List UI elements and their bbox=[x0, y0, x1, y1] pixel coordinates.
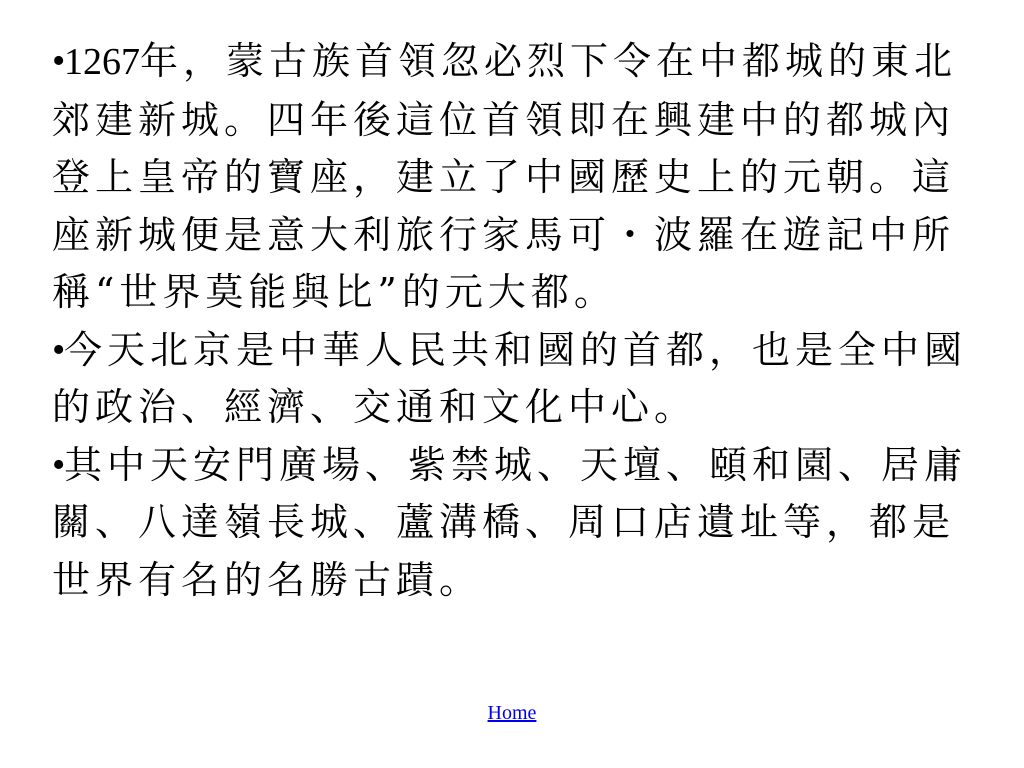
home-link[interactable]: Home bbox=[487, 702, 537, 724]
bullet-marker: • bbox=[52, 443, 66, 486]
bullet-item-landmarks bbox=[52, 437, 972, 610]
bullet-item-capital bbox=[52, 322, 972, 437]
bullet-text: 其中天安門廣場、紫禁城、天壇、頤和園、居庸關、八達嶺長城、蘆溝橋、周口店遺址等，都是世界有名的名勝古蹟。 bbox=[52, 442, 968, 602]
home-link-container bbox=[0, 700, 1024, 726]
bullet-body: 年，蒙古族首領忽必烈下令在中都城的東北郊建新城。四年後這位首領即在興建中的都城內登上皇帝的寶座，建立了中國歷史上的元朝。這座新城便是意大利旅行家馬可・波羅在遊記中所稱“世界莫能與比”的元大都。 bbox=[52, 39, 958, 314]
year-number: 1267 bbox=[64, 41, 140, 83]
bullet-item-yuan-dynasty bbox=[52, 33, 972, 322]
bullet-text bbox=[52, 33, 972, 322]
bullet-list bbox=[52, 33, 972, 609]
bullet-marker: • bbox=[52, 328, 66, 371]
bullet-text: 今天北京是中華人民共和國的首都，也是全中國的政治、經濟、交通和文化中心。 bbox=[52, 327, 968, 429]
bullet-marker: • bbox=[52, 40, 66, 82]
